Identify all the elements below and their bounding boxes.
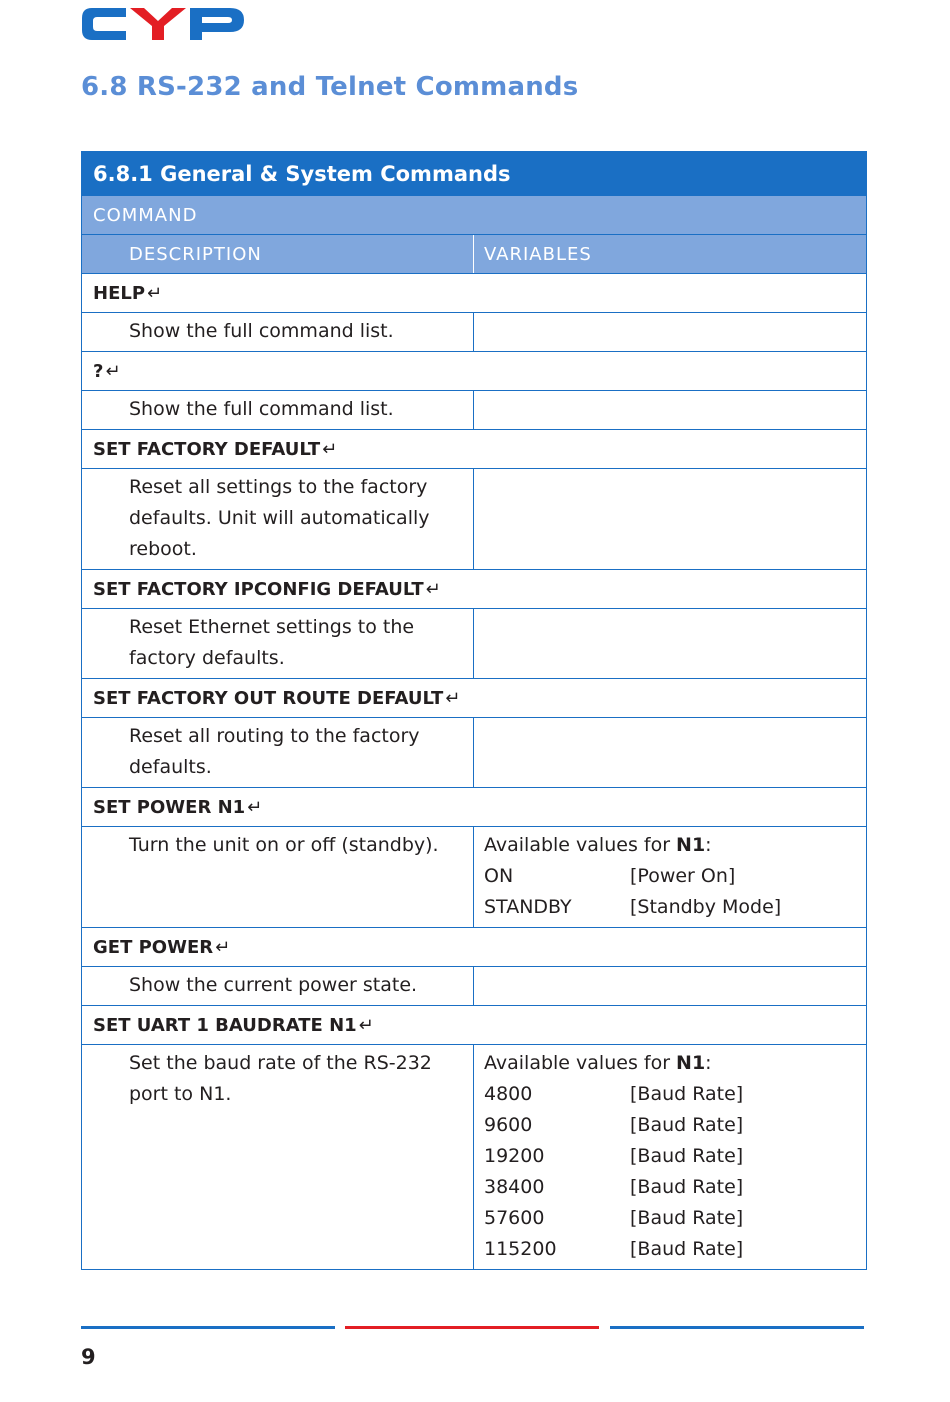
variables-intro: [484, 830, 866, 861]
command-table: [81, 151, 867, 1270]
variable-value: 19200: [484, 1145, 545, 1167]
description-cell: Turn the unit on or off (standby).: [82, 827, 474, 928]
variables-cell: [474, 1045, 867, 1270]
variable-value: 4800: [484, 1083, 533, 1105]
variable-value: ON: [484, 865, 514, 887]
variables-cell: [474, 469, 867, 570]
description-cell: Set the baud rate of the RS-232 port to N1.: [82, 1045, 474, 1270]
variable-value-row: [484, 1079, 866, 1110]
footer-line-right: [610, 1326, 864, 1329]
command-column-header: COMMAND: [82, 196, 867, 235]
description-cell: Show the current power state.: [82, 967, 474, 1006]
enter-key-icon: ↵: [247, 796, 263, 818]
description-row: [82, 313, 867, 352]
command-text: SET UART 1 BAUDRATE N1: [93, 1014, 357, 1036]
variables-cell: [474, 313, 867, 352]
variable-meaning: [Baud Rate]: [630, 1176, 744, 1198]
variable-value-row: [484, 1110, 866, 1141]
command-row: [82, 430, 867, 469]
variables-intro-text: Available values for: [484, 1052, 677, 1074]
command-text: ?: [93, 360, 104, 382]
command-cell: [82, 570, 867, 609]
variable-value: 115200: [484, 1238, 557, 1260]
variable-value-row: [484, 1203, 866, 1234]
description-row: [82, 391, 867, 430]
variables-cell: [474, 609, 867, 679]
variables-intro-colon: :: [705, 834, 712, 856]
description-row: [82, 967, 867, 1006]
description-row: [82, 827, 867, 928]
page-number: 9: [81, 1345, 96, 1369]
enter-key-icon: ↵: [147, 282, 163, 304]
variables-intro-text: Available values for: [484, 834, 677, 856]
command-cell: [82, 430, 867, 469]
enter-key-icon: ↵: [215, 936, 231, 958]
enter-key-icon: ↵: [358, 1014, 374, 1036]
command-cell: [82, 1006, 867, 1045]
command-row: [82, 788, 867, 827]
description-cell: Reset Ethernet settings to the factory defaults.: [82, 609, 474, 679]
variable-name: N1: [676, 1052, 706, 1074]
variables-cell: [474, 827, 867, 928]
variable-value: STANDBY: [484, 896, 572, 918]
table-caption-row: [82, 152, 867, 196]
description-row: [82, 718, 867, 788]
command-row: [82, 570, 867, 609]
command-row: [82, 1006, 867, 1045]
description-row: [82, 469, 867, 570]
enter-key-icon: ↵: [425, 578, 441, 600]
command-cell: [82, 679, 867, 718]
variable-meaning: [Baud Rate]: [630, 1114, 744, 1136]
command-table-body: [82, 152, 867, 1270]
variable-value-row: [484, 892, 866, 923]
table-caption: 6.8.1 General & System Commands: [82, 152, 867, 196]
variables-cell: [474, 967, 867, 1006]
description-row: [82, 1045, 867, 1270]
description-column-header: DESCRIPTION: [82, 235, 474, 274]
command-text: SET FACTORY IPCONFIG DEFAULT: [93, 578, 424, 600]
description-cell: Reset all settings to the factory defaults. Unit will automatically reboot.: [82, 469, 474, 570]
cyp-logo-mark: [80, 6, 246, 42]
section-title: 6.8 RS-232 and Telnet Commands: [81, 72, 579, 102]
command-row: [82, 928, 867, 967]
command-text: SET POWER N1: [93, 796, 246, 818]
command-row: [82, 679, 867, 718]
variable-value-row: [484, 861, 866, 892]
command-text: SET FACTORY DEFAULT: [93, 438, 321, 460]
command-row: [82, 352, 867, 391]
description-cell: Show the full command list.: [82, 313, 474, 352]
footer-line-left: [81, 1326, 335, 1329]
enter-key-icon: ↵: [105, 360, 121, 382]
variables-cell: [474, 718, 867, 788]
variable-meaning: [Baud Rate]: [630, 1207, 744, 1229]
variable-value: 57600: [484, 1207, 545, 1229]
enter-key-icon: ↵: [445, 687, 461, 709]
variable-value: 9600: [484, 1114, 533, 1136]
variable-meaning: [Baud Rate]: [630, 1145, 744, 1167]
variables-intro: [484, 1048, 866, 1079]
variable-name: N1: [676, 834, 706, 856]
variable-meaning: [Power On]: [630, 865, 736, 887]
command-cell: [82, 352, 867, 391]
command-text: HELP: [93, 282, 146, 304]
variable-value-row: [484, 1234, 866, 1265]
variable-meaning: [Baud Rate]: [630, 1238, 744, 1260]
variable-meaning: [Standby Mode]: [630, 896, 782, 918]
description-cell: Show the full command list.: [82, 391, 474, 430]
variables-column-header: VARIABLES: [474, 235, 867, 274]
description-cell: Reset all routing to the factory defaults.: [82, 718, 474, 788]
command-text: SET FACTORY OUT ROUTE DEFAULT: [93, 687, 444, 709]
command-text: GET POWER: [93, 936, 214, 958]
cyp-logo: [80, 6, 246, 42]
command-cell: [82, 928, 867, 967]
command-cell: [82, 788, 867, 827]
variable-value-row: [484, 1141, 866, 1172]
variables-cell: [474, 391, 867, 430]
command-header-row: [82, 196, 867, 235]
variable-value: 38400: [484, 1176, 545, 1198]
command-cell: [82, 274, 867, 313]
description-header-row: [82, 235, 867, 274]
variables-intro-colon: :: [705, 1052, 712, 1074]
enter-key-icon: ↵: [322, 438, 338, 460]
footer-line-center: [345, 1326, 599, 1329]
command-row: [82, 274, 867, 313]
variable-meaning: [Baud Rate]: [630, 1083, 744, 1105]
variable-value-row: [484, 1172, 866, 1203]
description-row: [82, 609, 867, 679]
